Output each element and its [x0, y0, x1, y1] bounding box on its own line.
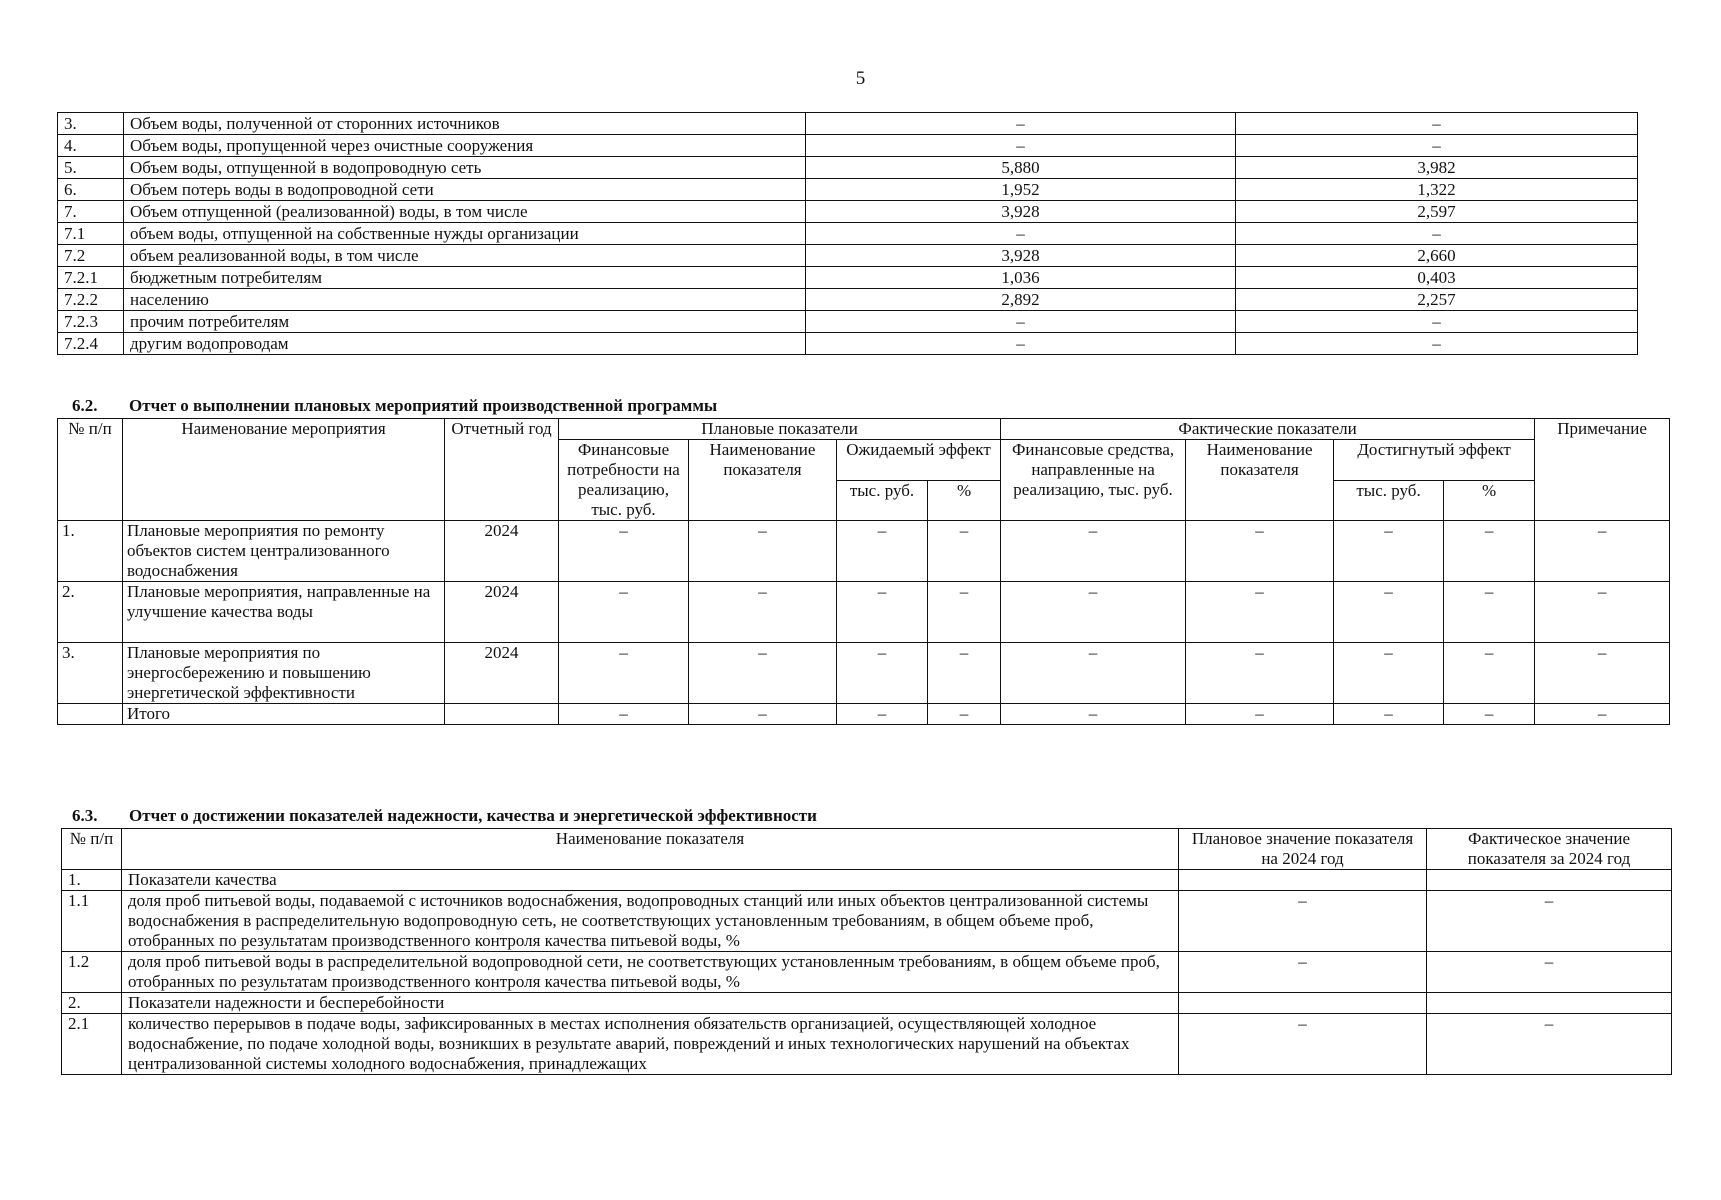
row-value: –	[1001, 521, 1186, 582]
row-name: Объем воды, пропущенной через очистные сооружения	[124, 135, 806, 157]
row-name: Показатели надежности и бесперебойности	[122, 993, 1179, 1014]
row-value: –	[1444, 582, 1535, 643]
row-value: –	[928, 704, 1001, 725]
row-plan	[1179, 993, 1427, 1014]
row-value: –	[1334, 704, 1444, 725]
row-value-plan: –	[806, 311, 1236, 333]
row-value-fact: –	[1236, 135, 1638, 157]
col-header-fact-fin: Финансовые средства, направленные на реализацию, тыс. руб.	[1001, 440, 1186, 521]
row-fact	[1427, 993, 1672, 1014]
col-header-fact-rub: тыс. руб.	[1334, 480, 1444, 521]
row-value: –	[1535, 521, 1670, 582]
row-value-plan: 5,880	[806, 157, 1236, 179]
row-number: 7.2	[58, 245, 124, 267]
row-value-plan: –	[806, 135, 1236, 157]
row-plan: –	[1179, 1014, 1427, 1075]
row-name: объем реализованной воды, в том числе	[124, 245, 806, 267]
row-value: –	[559, 704, 689, 725]
row-name: Плановые мероприятия по ремонту объектов систем централизованного водоснабжения	[123, 521, 445, 582]
row-value-fact: –	[1236, 311, 1638, 333]
row-value: –	[1444, 704, 1535, 725]
row-name: Объем воды, отпущенной в водопроводную сеть	[124, 157, 806, 179]
row-value: –	[1535, 704, 1670, 725]
row-value-fact: –	[1236, 113, 1638, 135]
col-header-plan: Плановые показатели	[559, 419, 1001, 440]
row-value: –	[1334, 521, 1444, 582]
total-row	[58, 704, 1670, 725]
row-number: 7.2.4	[58, 333, 124, 355]
row-value: –	[689, 643, 837, 704]
row-value: –	[1334, 582, 1444, 643]
col-header-num: № п/п	[58, 419, 123, 521]
row-fact: –	[1427, 891, 1672, 952]
col-header-name: Наименование показателя	[122, 829, 1179, 870]
row-name: Плановые мероприятия, направленные на улучшение качества воды	[123, 582, 445, 643]
row-value-plan: –	[806, 223, 1236, 245]
row-year	[445, 704, 559, 725]
row-value: –	[928, 582, 1001, 643]
row-value: –	[559, 582, 689, 643]
row-value: –	[559, 643, 689, 704]
table-row	[58, 223, 1638, 245]
row-name: объем воды, отпущенной на собственные нужды организации	[124, 223, 806, 245]
row-year: 2024	[445, 521, 559, 582]
row-value-plan: 1,952	[806, 179, 1236, 201]
row-plan: –	[1179, 891, 1427, 952]
row-number: 1.1	[62, 891, 122, 952]
table-row	[62, 891, 1672, 952]
row-value: –	[1001, 704, 1186, 725]
row-value: –	[837, 582, 928, 643]
row-number: 1.	[62, 870, 122, 891]
row-year: 2024	[445, 643, 559, 704]
row-value: –	[837, 704, 928, 725]
row-value-plan: 3,928	[806, 245, 1236, 267]
table-row	[62, 1014, 1672, 1075]
row-value: –	[1186, 704, 1334, 725]
table-row	[58, 267, 1638, 289]
table-row	[58, 289, 1638, 311]
col-header-fact: Фактические показатели	[1001, 419, 1535, 440]
row-name: количество перерывов в подаче воды, зафиксированных в местах исполнения обязательств организацией, осуществляющей холодное водоснабжение, по подаче холодной воды, возникших в результате аварий, повреждений и иных технологических нарушений на объектах централизованной системы холодного водоснабжения, принадлежащих	[122, 1014, 1179, 1075]
row-name: Итого	[123, 704, 445, 725]
row-number: 7.2.2	[58, 289, 124, 311]
row-number	[58, 704, 123, 725]
row-number: 7.2.1	[58, 267, 124, 289]
table-row	[58, 582, 1670, 643]
section-6-3-title	[72, 806, 817, 826]
row-number: 3.	[58, 643, 123, 704]
row-value: –	[1001, 643, 1186, 704]
page-number: 5	[855, 68, 866, 89]
row-value-plan: 1,036	[806, 267, 1236, 289]
row-value: –	[1186, 582, 1334, 643]
row-name: прочим потребителям	[124, 311, 806, 333]
row-fact	[1427, 870, 1672, 891]
row-name: Плановые мероприятия по энергосбережению и повышению энергетической эффективности	[123, 643, 445, 704]
row-value-fact: 2,257	[1236, 289, 1638, 311]
row-value: –	[928, 643, 1001, 704]
row-value: –	[1001, 582, 1186, 643]
row-value: –	[689, 521, 837, 582]
row-value: –	[559, 521, 689, 582]
row-value: –	[1535, 643, 1670, 704]
row-value: –	[689, 582, 837, 643]
row-value-fact: 2,597	[1236, 201, 1638, 223]
table-row	[58, 135, 1638, 157]
row-value-plan: –	[806, 113, 1236, 135]
row-name: Показатели качества	[122, 870, 1179, 891]
col-header-plan-rub: тыс. руб.	[837, 480, 928, 521]
row-name: доля проб питьевой воды, подаваемой с источников водоснабжения, водопроводных станций или иных объектов централизованной системы водоснабжения в распределительную водопроводную сеть, не соответствующих установленным требованиям, в общем объеме проб, отобранных по результатам производственного контроля качества питьевой воды, %	[122, 891, 1179, 952]
row-value-fact: 3,982	[1236, 157, 1638, 179]
table-row	[62, 993, 1672, 1014]
table-row	[62, 870, 1672, 891]
table-row	[58, 157, 1638, 179]
row-name: бюджетным потребителям	[124, 267, 806, 289]
row-value: –	[928, 521, 1001, 582]
section-6-2-title	[72, 396, 717, 416]
col-header-name: Наименование мероприятия	[123, 419, 445, 521]
table-row	[58, 521, 1670, 582]
col-header-fact: Фактическое значение показателя за 2024 год	[1427, 829, 1672, 870]
row-plan: –	[1179, 952, 1427, 993]
section-number: 6.3.	[72, 806, 98, 825]
row-value-plan: 3,928	[806, 201, 1236, 223]
row-plan	[1179, 870, 1427, 891]
row-value-fact: –	[1236, 223, 1638, 245]
row-value-plan: –	[806, 333, 1236, 355]
row-value-plan: 2,892	[806, 289, 1236, 311]
section-title-text: Отчет о достижении показателей надежности, качества и энергетической эффективности	[129, 806, 817, 825]
row-number: 7.2.3	[58, 311, 124, 333]
row-value: –	[837, 521, 928, 582]
row-number: 1.	[58, 521, 123, 582]
table-row	[58, 201, 1638, 223]
row-number: 2.	[62, 993, 122, 1014]
row-value-fact: 0,403	[1236, 267, 1638, 289]
table-row	[58, 113, 1638, 135]
table-row	[58, 179, 1638, 201]
row-value-fact: 1,322	[1236, 179, 1638, 201]
row-number: 2.1	[62, 1014, 122, 1075]
row-number: 7.	[58, 201, 124, 223]
section-title-text: Отчет о выполнении плановых мероприятий производственной программы	[129, 396, 718, 415]
table-row	[58, 333, 1638, 355]
planned-activities-table	[57, 418, 1670, 725]
section-number: 6.2.	[72, 396, 98, 415]
row-value: –	[1334, 643, 1444, 704]
row-value: –	[1535, 582, 1670, 643]
row-name: Объем потерь воды в водопроводной сети	[124, 179, 806, 201]
row-name: другим водопроводам	[124, 333, 806, 355]
row-value: –	[1186, 521, 1334, 582]
row-value: –	[1186, 643, 1334, 704]
water-volume-table	[57, 112, 1638, 355]
col-header-fact-indicator: Наименование показателя	[1186, 440, 1334, 521]
row-year: 2024	[445, 582, 559, 643]
row-value: –	[1444, 521, 1535, 582]
table-row	[62, 952, 1672, 993]
row-fact: –	[1427, 1014, 1672, 1075]
row-number: 3.	[58, 113, 124, 135]
col-header-plan-fin: Финансовые потребности на реализацию, тыс. руб.	[559, 440, 689, 521]
col-header-fact-effect: Достигнутый эффект	[1334, 440, 1535, 481]
row-number: 1.2	[62, 952, 122, 993]
row-number: 5.	[58, 157, 124, 179]
row-value: –	[837, 643, 928, 704]
col-header-num: № п/п	[62, 829, 122, 870]
row-name: Объем отпущенной (реализованной) воды, в том числе	[124, 201, 806, 223]
row-number: 6.	[58, 179, 124, 201]
col-header-plan-pct: %	[928, 480, 1001, 521]
row-value-fact: 2,660	[1236, 245, 1638, 267]
row-fact: –	[1427, 952, 1672, 993]
col-header-plan: Плановое значение показателя на 2024 год	[1179, 829, 1427, 870]
indicators-table	[61, 828, 1672, 1075]
table-row	[58, 311, 1638, 333]
row-name: населению	[124, 289, 806, 311]
row-value: –	[1444, 643, 1535, 704]
col-header-plan-indicator: Наименование показателя	[689, 440, 837, 521]
row-number: 7.1	[58, 223, 124, 245]
row-name: доля проб питьевой воды в распределительной водопроводной сети, не соответствующих установленным требованиям, в общем объеме проб, отобранных по результатам производственного контроля качества питьевой воды, %	[122, 952, 1179, 993]
row-value-fact: –	[1236, 333, 1638, 355]
row-number: 2.	[58, 582, 123, 643]
col-header-note: Примечание	[1535, 419, 1670, 521]
row-value: –	[689, 704, 837, 725]
col-header-plan-effect: Ожидаемый эффект	[837, 440, 1001, 481]
col-header-year: Отчетный год	[445, 419, 559, 521]
table-row	[58, 643, 1670, 704]
col-header-fact-pct: %	[1444, 480, 1535, 521]
row-name: Объем воды, полученной от сторонних источников	[124, 113, 806, 135]
table-row	[58, 245, 1638, 267]
row-number: 4.	[58, 135, 124, 157]
